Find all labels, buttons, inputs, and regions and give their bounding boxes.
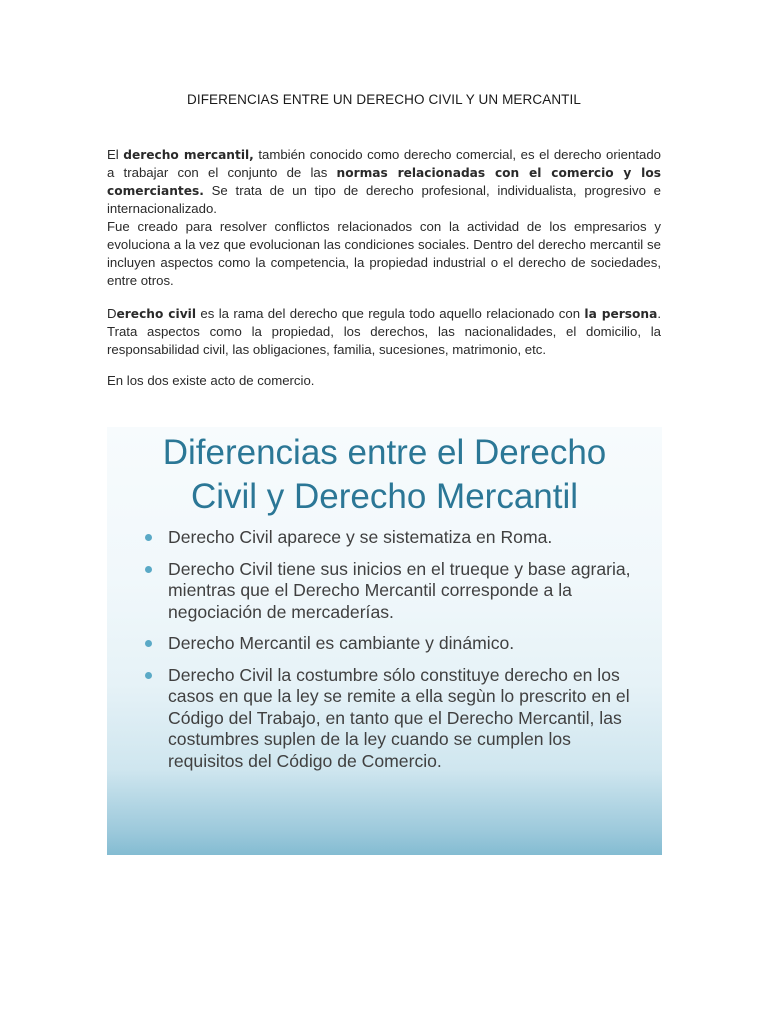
bullet-dot-icon [145, 640, 152, 647]
text-run: es la rama del derecho que regula todo aquello relacionado con [196, 306, 585, 321]
slide-title-line: Civil y Derecho Mercantil [190, 477, 579, 516]
slide-bullet-text: Derecho Civil tiene sus inicios en el trueque y base agraria, mientras que el Derecho Mercantil corresponde a la negociación de mercaderías. [168, 558, 631, 622]
text-run: Se trata de un tipo de derecho profesional, individualista, progresivo e internacionalizado. [107, 183, 661, 216]
bold-term: la persona [584, 307, 658, 321]
bullet-dot-icon [145, 534, 152, 541]
text-run: . Trata aspectos como la propiedad, los derechos, las nacionalidades, el domicilio, la responsabilidad civil, las obligaciones, familia, sucesiones, matrimonio, etc. [107, 306, 661, 357]
slide-bullet-text: Derecho Civil aparece y se sistematiza en Roma. [168, 527, 553, 547]
text-run: D [107, 306, 117, 321]
text-run: también conocido como derecho comercial, es el derecho orientado a trabajar con el conjunto de las [107, 147, 662, 180]
bullet-dot-icon [145, 566, 152, 573]
slide-title [107, 431, 662, 519]
bold-term: normas relacionadas con el comercio y los comerciantes. [107, 166, 661, 198]
slide-title-line: Diferencias entre el Derecho [162, 433, 607, 472]
slide-bullet-item [145, 559, 645, 624]
slide-bullet-list [145, 527, 645, 782]
paragraph-conclusion-text: En los dos existe acto de comercio. [107, 373, 315, 388]
text-run: El [107, 147, 124, 162]
bold-term: derecho mercantil, [123, 148, 254, 162]
slide-bullet-text: Derecho Mercantil es cambiante y dinámico. [168, 633, 515, 653]
slide-image [107, 427, 662, 855]
document-title: DIFERENCIAS ENTRE UN DERECHO CIVIL Y UN MERCANTIL [187, 92, 581, 107]
paragraph-mercantil [107, 146, 661, 290]
slide-bullet-item [145, 527, 645, 549]
slide-bullet-item [145, 665, 645, 773]
paragraph-mercantil-definition [107, 146, 661, 218]
bullet-dot-icon [145, 672, 152, 679]
bold-term: erecho civil [116, 307, 197, 321]
slide-bullet-item [145, 633, 645, 655]
paragraph-civil [107, 305, 661, 359]
slide-bullet-text: Derecho Civil la costumbre sólo constituye derecho en los casos en que la ley se remite a ella segùn lo prescrito en el Código del Trabajo, en tanto que el Derecho Mercantil, las costumbres suplen de la ley cuando se cumplen los requisitos del Código de Comercio. [168, 664, 630, 771]
paragraph-civil-definition [107, 305, 661, 359]
paragraph-conclusion [107, 372, 661, 390]
paragraph-mercantil-origin: Fue creado para resolver conflictos relacionados con la actividad de los empresarios y evoluciona a la vez que evolucionan las condiciones sociales. Dentro del derecho mercantil se incluyen aspectos como la competencia, la propiedad industrial o el derecho de sociedades, entre otros. [107, 219, 661, 288]
